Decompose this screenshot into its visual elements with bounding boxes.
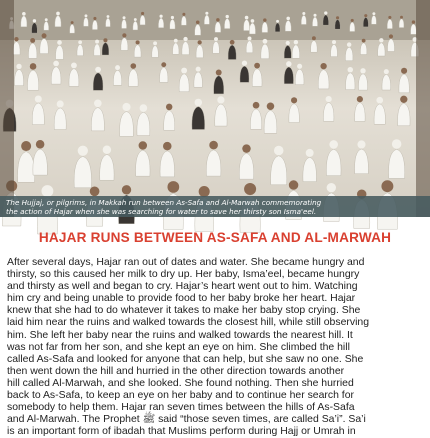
pilgrim-head (412, 20, 415, 23)
pilgrim-head (242, 60, 247, 65)
pilgrim-head (198, 40, 202, 44)
pilgrim-head (253, 102, 260, 109)
body-line: was not far from her son, and she kept an eye on him. She climbed the hill (7, 341, 350, 353)
pilgrim-head (372, 12, 375, 15)
pilgrim-head (267, 102, 274, 109)
pilgrim-head (216, 70, 222, 76)
pilgrim-head (71, 21, 74, 24)
pilgrim-head (160, 15, 163, 18)
pilgrim-head (174, 39, 178, 43)
pilgrim-head (205, 12, 208, 15)
pilgrim-figure (133, 21, 138, 30)
pilgrim-head (167, 181, 179, 193)
section-heading: HAJAR RUNS BETWEEN AS-SAFA AND AL-MARWAH (38, 230, 392, 245)
body-line: and Al-Marwah. The Prophet ﷺ said “those seven times, are called Sa’i”. Sa’i (7, 414, 366, 426)
pilgrim-head (364, 14, 367, 17)
pilgrim-head (336, 16, 339, 19)
pilgrim-head (226, 15, 229, 18)
pilgrim-head (263, 39, 268, 44)
pilgrim-head (14, 37, 18, 41)
pilgrim-head (254, 63, 260, 69)
pilgrim-head (401, 68, 407, 74)
pilgrim-head (122, 33, 126, 37)
pilgrim-head (326, 96, 332, 102)
pilgrim-head (141, 12, 144, 15)
pilgrim-head (122, 103, 130, 111)
pilgrim-head (85, 14, 88, 17)
body-line: thirsty, so this caused her milk to dry up. Her baby, Isma’eel, became hungry (7, 269, 360, 281)
pilgrim-head (95, 40, 99, 44)
pilgrim-head (329, 140, 338, 149)
pilgrim-head (78, 146, 88, 156)
body-line: called As-Safa and looked for anyone that can help, but she saw no one. She (7, 353, 364, 365)
pilgrim-head (136, 40, 140, 44)
pilgrim-head (53, 61, 59, 67)
pilgrim-head (95, 67, 101, 73)
pilgrim-head (30, 38, 35, 43)
pilgrim-figure (44, 21, 49, 30)
pilgrim-head (312, 36, 316, 40)
pilgrim-head (242, 144, 250, 152)
pilgrim-head (313, 14, 316, 17)
photo-caption (0, 196, 430, 217)
pilgrim-head (196, 67, 201, 72)
pilgrim-head (22, 12, 26, 16)
pilgrim-head (35, 95, 42, 102)
pilgrim-head (16, 64, 21, 69)
pilgrim-head (21, 141, 31, 151)
pilgrim-head (244, 183, 256, 195)
pilgrim-head (107, 15, 110, 18)
pilgrim-figure (399, 19, 404, 28)
pilgrim-head (327, 183, 336, 192)
body-line: back to As-Safa, to keep an eye on her baby and to continue her search for (7, 390, 354, 402)
pilgrim-head (297, 64, 302, 69)
pilgrim-head (78, 40, 82, 44)
pilgrim-head (36, 140, 45, 149)
pilgrim-figure (106, 18, 111, 27)
pilgrim-head (320, 63, 326, 69)
pilgrim-head (263, 18, 266, 21)
pilgrim-head (294, 40, 298, 44)
pilgrim-head (360, 68, 365, 73)
pilgrim-head (163, 142, 171, 150)
pilgrim-figure (275, 23, 280, 32)
pilgrim-head (139, 141, 147, 149)
pilgrims-photo-illustration (0, 0, 430, 217)
pilgrim-head (230, 40, 235, 45)
pilgrim-head (379, 38, 383, 42)
pilgrim-head (153, 41, 157, 45)
pilgrim-head (332, 40, 336, 44)
body-line: him. She left her baby near the ruins and walked towards the nearest hill. It (7, 329, 353, 341)
pilgrim-head (33, 19, 36, 22)
pilgrim-head (161, 62, 166, 67)
body-line: laid him near the ruins and walked towards the closest hill, while still observing (7, 317, 370, 329)
body-line: hill called Al-Marwah, and she looked. She found nothing. Then she hurried (7, 377, 354, 389)
pilgrim-head (251, 19, 255, 23)
pilgrim-head (42, 33, 47, 38)
pilgrim-head (286, 17, 290, 21)
pilgrim-head (348, 67, 354, 73)
pilgrim-head (56, 12, 60, 16)
pilgrim-head (302, 12, 305, 15)
pilgrim-head (400, 16, 403, 19)
pilgrim-head (45, 18, 48, 21)
article-body (7, 257, 425, 438)
pilgrim-head (171, 16, 174, 19)
pilgrim-head (71, 63, 77, 69)
pilgrim-head (381, 180, 393, 192)
pilgrim-head (214, 37, 218, 41)
pilgrim-head (103, 146, 111, 154)
pilgrim-head (289, 180, 298, 189)
pilgrim-head (103, 38, 107, 42)
pilgrim-head (134, 18, 137, 21)
pilgrim-head (245, 16, 249, 20)
pilgrim-head (276, 20, 279, 23)
pilgrim-head (217, 96, 224, 103)
photo-caption-line: The Hujjaj, or pilgrims, in Makkah run between As-Safa and Al-Marwah commemorating (6, 198, 322, 207)
pilgrim-head (181, 68, 187, 74)
pilgrim-head (351, 19, 354, 22)
pilgrim-head (140, 104, 148, 112)
pilgrim-head (384, 69, 389, 74)
pilgrim-head (306, 149, 314, 157)
photo-caption-line: the action of Hajar when she was searching for water to save her thirsty son Isma'eel. (6, 207, 317, 216)
pilgrim-head (248, 36, 252, 40)
pilgrims-photo (0, 0, 430, 217)
pilgrim-head (209, 141, 218, 150)
pilgrim-head (115, 65, 120, 70)
pilgrim-head (347, 42, 351, 46)
pilgrim-figure (371, 15, 376, 24)
pilgrim-head (90, 186, 100, 196)
pilgrim-head (357, 96, 363, 102)
pilgrim-head (286, 41, 290, 45)
pilgrim-head (57, 100, 64, 107)
pilgrim-head (216, 18, 219, 21)
pilgrim-head (166, 104, 172, 110)
body-line: After several days, Hajar ran out of dates and water. She became hungry and (7, 257, 365, 268)
pilgrim-head (195, 99, 202, 106)
pilgrim-head (94, 99, 102, 107)
pilgrim-head (388, 16, 391, 19)
pilgrim-head (130, 63, 136, 69)
pilgrim-head (400, 96, 407, 103)
pilgrim-figure (70, 24, 75, 33)
body-line: and thirsty as well and began to cry. Hajar’s heart went out to him. Watching (7, 281, 358, 293)
pilgrim-head (376, 97, 383, 104)
body-line: then went down the hill and hurried in the other direction towards another (7, 365, 345, 377)
pilgrim-figure (122, 19, 127, 28)
pilgrim-head (274, 146, 284, 156)
pilgrim-head (182, 13, 185, 16)
pilgrim-figure (83, 17, 88, 26)
pilgrim-head (291, 97, 297, 103)
body-line: somebody to help them. Hajar ran seven times between the hills of As-Safa (7, 402, 355, 414)
pilgrim-head (392, 139, 402, 149)
pilgrim-head (362, 39, 366, 43)
pilgrim-head (122, 185, 131, 194)
pilgrim-head (30, 63, 37, 70)
pilgrim-head (324, 11, 327, 14)
pilgrim-head (196, 20, 200, 24)
body-line: him cry and being unable to provide food to her baby broke her heart. Hajar (7, 293, 356, 305)
pilgrim-head (183, 37, 187, 41)
body-line: knew that she had to do whatever it takes to make her baby stop crying. She (7, 305, 361, 317)
pilgrim-head (93, 17, 96, 20)
pilgrim-head (123, 16, 126, 19)
pilgrim-head (57, 40, 62, 45)
pilgrim-head (389, 34, 393, 38)
pilgrim-head (286, 61, 292, 67)
body-line: is an important form of ibadah that Muslims perform during Hajj or Umrah in (7, 426, 356, 438)
pilgrim-head (357, 140, 365, 148)
